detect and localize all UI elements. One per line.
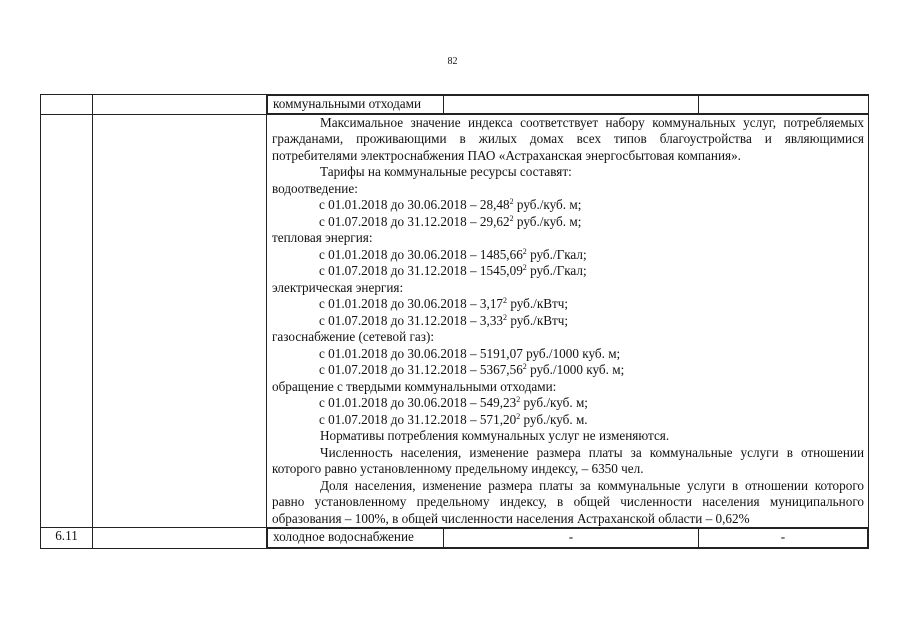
blank-cell — [93, 114, 267, 528]
value-cell-2 — [699, 96, 869, 114]
tariff-unit: руб./куб. м; — [513, 213, 582, 229]
tariff-unit: руб./куб. м; — [513, 197, 582, 212]
category-cell — [267, 528, 869, 549]
tariff-group-name: электрическая энергия: — [272, 279, 404, 295]
tariff-text: с 01.01.2018 до 30.06.2018 – 3,17 — [319, 296, 504, 311]
tariff-line — [272, 197, 864, 214]
table-row — [41, 114, 869, 528]
footnote-mark: 2 — [503, 296, 508, 305]
inner-row — [267, 528, 868, 548]
tariff-line — [272, 412, 864, 429]
category-label: коммунальными отходами — [268, 96, 444, 114]
footnote-mark: 2 — [503, 312, 508, 322]
population-paragraph: Численность населения, изменение размера платы за коммунальные услуги в отношении которого равно установленному предельному индексу, – 6350 чел. — [272, 444, 864, 476]
tariff-line — [272, 296, 864, 313]
tariff-text: с 01.01.2018 до 30.06.2018 – 5191,07 руб./1000 куб. м; — [319, 345, 621, 361]
tariff-text: с 01.07.2018 до 31.12.2018 – 29,62 — [319, 213, 510, 229]
table-row — [41, 528, 869, 549]
tariff-text: с 01.01.2018 до 30.06.2018 – 1485,66 — [319, 246, 523, 262]
number-cell — [41, 114, 93, 528]
tariff-unit: руб./куб. м. — [520, 411, 588, 427]
tariff-group-name: обращение с твердыми коммунальными отходами: — [272, 378, 557, 394]
footnote-mark: 2 — [522, 362, 527, 371]
tariff-unit: руб./Гкал; — [526, 246, 587, 262]
tariff-text: с 01.07.2018 до 31.12.2018 – 571,20 — [319, 411, 517, 427]
footnote-mark: 2 — [509, 213, 514, 223]
tariff-line — [272, 247, 864, 264]
page-number: 82 — [447, 56, 458, 67]
blank-cell — [93, 95, 267, 115]
intro-paragraph: Максимальное значение индекса соответствует набору коммунальных услуг, потребляемых гражданами, проживающими в жилых домах всех типов благоустройства и являющимися потребителями электроснабжения ПАО «Астраханская энергосбытовая компания». — [272, 114, 864, 163]
table-row — [41, 95, 869, 115]
category-label: холодное водоснабжение — [268, 529, 444, 548]
footnote-mark: 2 — [516, 411, 521, 421]
tariff-unit: руб./куб. м; — [520, 395, 588, 410]
blank-cell — [93, 528, 267, 549]
norms-paragraph: Нормативы потребления коммунальных услуг не изменяются. — [320, 428, 670, 443]
tariff-line — [272, 362, 864, 379]
tariff-text: с 01.07.2018 до 31.12.2018 – 5367,56 — [319, 362, 523, 377]
tariff-line — [272, 395, 864, 412]
tariff-groups — [272, 181, 864, 429]
number-cell — [41, 95, 93, 115]
tariff-line — [272, 214, 864, 231]
tariff-group-name: газоснабжение (сетевой газ): — [272, 329, 435, 344]
footnote-mark: 2 — [509, 197, 514, 206]
footnote-mark: 2 — [516, 395, 521, 404]
content-cell — [267, 114, 869, 528]
inner-row — [267, 95, 868, 114]
tariff-text: с 01.01.2018 до 30.06.2018 – 549,23 — [319, 395, 517, 410]
tariff-text: с 01.01.2018 до 30.06.2018 – 28,48 — [319, 197, 510, 212]
tariff-unit: руб./Гкал; — [526, 263, 587, 278]
tariff-unit: руб./1000 куб. м; — [526, 362, 625, 377]
value-cell-1: - — [444, 529, 699, 548]
tariffs-heading: Тарифы на коммунальные ресурсы составят: — [320, 164, 572, 179]
tariff-table — [40, 94, 869, 549]
tariff-line — [272, 263, 864, 280]
footnote-mark: 2 — [522, 246, 527, 256]
tariff-group-name: тепловая энергия: — [272, 230, 373, 245]
tariff-unit: руб./кВтч; — [507, 296, 569, 311]
category-cell — [267, 95, 869, 115]
row-number: 6.11 — [41, 528, 93, 549]
tariff-line — [272, 346, 864, 363]
value-cell-2: - — [699, 529, 868, 548]
tariff-group-name: водоотведение: — [272, 180, 358, 196]
tariff-line — [272, 313, 864, 330]
tariff-unit: руб./кВтч; — [507, 312, 569, 328]
value-cell-1 — [444, 96, 699, 114]
footnote-mark: 2 — [522, 263, 527, 272]
tariff-text: с 01.07.2018 до 31.12.2018 – 1545,09 — [319, 263, 523, 278]
share-paragraph: Доля населения, изменение размера платы за коммунальные услуги в отношении которого равно установленному предельному индексу, в общей численности населения муниципального образования – 100%, в общей численности населения Астраханской области – 0,62% — [272, 477, 864, 526]
tariff-text: с 01.07.2018 до 31.12.2018 – 3,33 — [319, 312, 504, 328]
